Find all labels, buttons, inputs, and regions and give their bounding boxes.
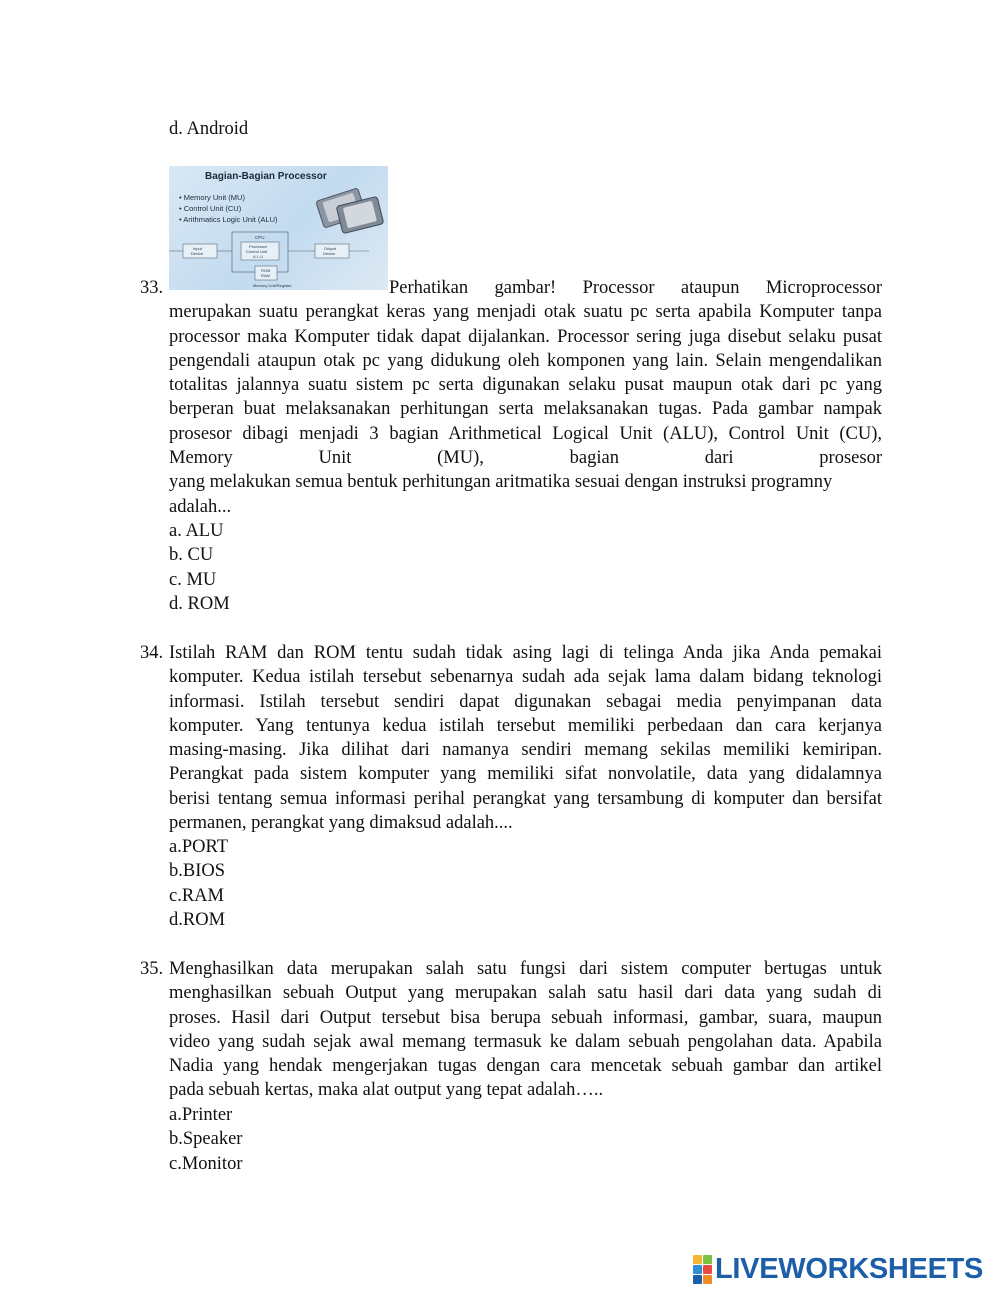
q35-option-c[interactable]: c.Monitor [169,1153,243,1174]
memory-unit-label: Memory Unit/Register [253,283,292,288]
q33-option-c[interactable]: c. MU [169,569,217,590]
q34-line: komputer. Kedua istilah tersebut sebenarnya sudah ada sejak lama dalam bidang teknologi [169,667,882,688]
cpu-label: CPU [255,235,265,240]
q34-line: Istilah RAM dan ROM tentu sudah tidak asing lagi di telinga Anda jika Anda pemakai [169,643,882,663]
rom-label: ROM [261,268,271,273]
question-33-text [169,300,882,519]
prev-option-d: d. Android [169,119,249,139]
q34-line: komputer. Yang tentunya kedua istilah tersebut memiliki perbedaan dan cara kerjanya [169,715,882,736]
q35-option-b[interactable]: b.Speaker [169,1129,243,1150]
q33-line: prosesor dibagi menjadi 3 bagian Arithmetical Logical Unit (ALU), Control Unit (CU), [169,423,882,444]
figure-title: Bagian-Bagian Processor [205,171,327,182]
q34-line: masing-masing. Jika dilihat dari namanya sendiri memang sekilas memiliki kemiripan. [169,740,882,761]
question-35-text [169,957,882,1103]
figure-bullet-cu: • Control Unit (CU) [179,204,242,213]
processor-label-2: Control Unit [246,249,268,254]
input-label-1: Input [193,246,202,251]
question-34-number: 34. [140,643,164,663]
q35-line: video yang sudah sejak awal memang termasuk ke dalam sebuah pengolahan data. Apabila [169,1031,882,1052]
q33-line: pengendali ataupun otak pc yang didukung oleh komponen yang lain. Selain mengendalikan [169,350,882,371]
q33-line: berperan buat melaksanakan perhitungan serta melaksanakan tugas. Pada gambar nampak [169,399,882,420]
question-35-number: 35. [140,959,164,979]
q33-line: adalah... [169,496,232,517]
question-34-text [169,641,882,835]
q34-line: Perangkat pada sistem komputer yang memiliki sifat nonvolatile, data yang didalamnya [169,764,882,785]
q34-option-a[interactable]: a.PORT [169,837,229,857]
ram-label: RAM [261,273,270,278]
q35-line: Menghasilkan data merupakan salah satu fungsi dari sistem computer bertugas untuk [169,959,882,979]
input-label-2: Device [191,251,204,256]
processor-label-1: Processor [249,244,268,249]
q33-line: Memory Unit (MU), bagian dari prosesor [169,448,882,469]
q33-line: merupakan suatu perangkat keras yang menjadi otak suatu pc serta apabila Komputer tanpa [169,302,882,323]
q33-line: processor maka Komputer tidak dapat dijalankan. Processor sering juga disebut selaku pusat [169,326,882,347]
q34-line: berisi tentang semua informasi perihal perangkat yang tersambung di komputer dan bersifat [169,788,882,809]
q35-line: pada sebuah kertas, maka alat output yang tepat adalah….. [169,1080,604,1101]
question-33-line-1: Perhatikan gambar! Processor ataupun Microprocessor [389,278,882,298]
q35-line: proses. Hasil dari Output tersebut bisa berupa sebuah informasi, gambar, suara, maupun [169,1007,882,1028]
q34-option-c[interactable]: c.RAM [169,885,224,906]
figure-bullet-alu: • Arithmatics Logic Unit (ALU) [179,215,278,224]
q33-line: yang melakukan semua bentuk perhitungan aritmatika sesuai dengan instruksi programny [169,472,833,493]
q34-option-b[interactable]: b.BIOS [169,861,226,882]
processor-chip-icon [316,188,384,234]
q33-option-d[interactable]: d. ROM [169,593,230,614]
figure-bullet-mu: • Memory Unit (MU) [179,193,245,202]
processor-diagram-svg [169,166,388,290]
logo-tiles-icon [693,1255,712,1284]
output-label-2: Device [323,251,336,256]
q34-line: permanen, perangkat yang dimaksud adalah.... [169,813,513,834]
processor-diagram-image [169,166,388,290]
q35-line: menghasilkan sebuah Output yang merupakan salah satu hasil dari data yang sudah di [169,983,882,1004]
q34-option-d[interactable]: d.ROM [169,909,226,930]
q33-option-b[interactable]: b. CU [169,545,214,566]
question-33-number: 33. [140,278,164,298]
q34-line: informasi. Istilah tersebut sendiri dapat digunakan sebagai media penyimpanan data [169,691,882,712]
output-label-1: Output [324,246,337,251]
q35-line: Nadia yang hendak mengerjakan tugas dengan cara mencetak sebuah gambar dan artikel [169,1056,882,1077]
logo-text: LIVEWORKSHEETS [715,1253,984,1285]
liveworksheets-logo [693,1254,983,1284]
q33-option-a[interactable]: a. ALU [169,521,224,541]
processor-label-3: A.L.U [253,254,264,259]
q35-option-a[interactable]: a.Printer [169,1105,233,1125]
q33-line: totalitas jalannya suatu sistem pc serta digunakan selaku pusat maupun otak dari pc yang [169,375,882,396]
